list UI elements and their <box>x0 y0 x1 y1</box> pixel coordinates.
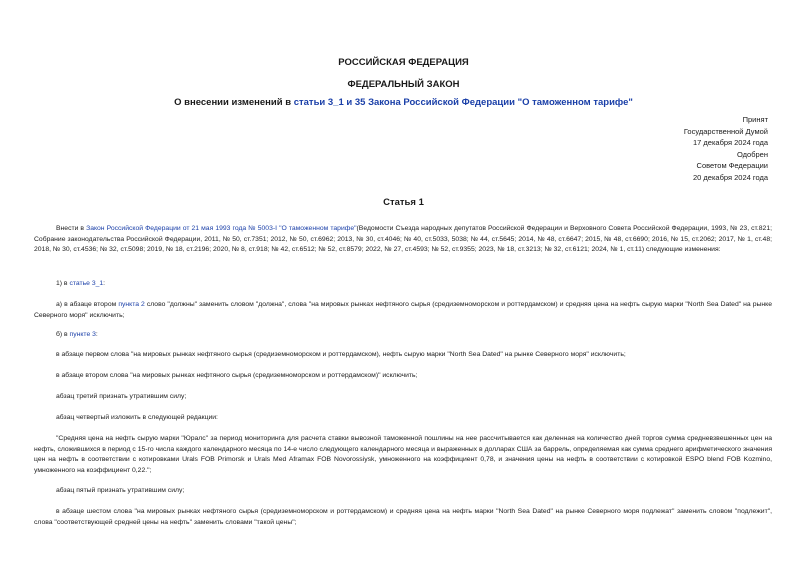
acceptance-line: Одобрен <box>737 149 768 159</box>
acceptance-line: Государственной Думой <box>683 126 768 136</box>
title-link[interactable]: статьи 3_1 и 35 Закона Российской Федерации "О таможенном тарифе" <box>293 97 633 108</box>
article-3-1-link[interactable]: статье 3_1 <box>69 280 104 287</box>
point-3-link[interactable]: пункте 3 <box>69 331 96 338</box>
intro-prefix: Внести в <box>56 225 87 232</box>
item-b-paragraph-3: абзац третий признать утратившим силу; <box>56 393 187 400</box>
law-link[interactable]: Закон Российской Федерации от 21 мая 1993 года № 5003-I "О таможенном тарифе" <box>86 225 357 232</box>
article-heading: Статья 1 <box>383 197 424 208</box>
item-1-suffix: : <box>103 280 106 287</box>
item-a <box>34 300 772 321</box>
item-b-paragraph-5: абзац пятый признать утратившим силу; <box>56 487 185 494</box>
intro-paragraph <box>34 224 772 256</box>
country-heading: РОССИЙСКАЯ ФЕДЕРАЦИЯ <box>338 57 469 68</box>
item-b-paragraph-6: в абзаце шестом слова "на мировых рынках нефтяного сырья (средиземноморском и роттердамском) и средняя цена на нефть марки "North Sea Dated" на рынке Северного моря подлежат" заменить словом "подлежит", слова "соответствующей средней цены на нефть" заменить словами "такой цены"; <box>34 508 772 526</box>
item-b-paragraph-1: в абзаце первом слова "на мировых рынках нефтяного сырья (средиземноморском и роттердамском), нефть сырую марки "North Sea Dated" на рынке Северного моря" исключить; <box>56 351 626 358</box>
item-1 <box>34 279 772 290</box>
acceptance-line: Советом Федерации <box>696 161 768 171</box>
law-title <box>0 97 807 108</box>
title-prefix: О внесении изменений в <box>174 97 294 108</box>
item-b-paragraph-2: в абзаце втором слова "на мировых рынках нефтяного сырья (средиземноморском и роттердамском)" исключить; <box>56 372 418 379</box>
item-1-prefix: 1) в <box>56 280 70 287</box>
item-a-prefix: а) в абзаце втором <box>56 301 119 308</box>
item-b <box>34 330 772 341</box>
point-2-link[interactable]: пункта 2 <box>118 301 145 308</box>
item-a-rest: слово "должны" заменить словом "должна", слова "на мировых рынках нефтяного сырья (средиземноморском и роттердамском) и средняя цена на нефть сырую марки "North Sea Dated" на рынке Северного моря" исключить; <box>34 301 772 319</box>
item-b-suffix: : <box>95 331 98 338</box>
intro-rest: (Ведомости Съезда народных депутатов Российской Федерации и Верховного Совета Российской Федерации, 1993, № 23, ст.821; Собрание законодательства Российской Федерации, 2011, № 50, ст.7351; 2012, № 50, ст.6962; 2013, № 30, ст.4046; № 40, ст.5033, 5038; № 44, ст.5645; 2014, № 48, ст.6647; 2015, № 48, ст.6690; 2016, № 15, ст.2062; 2017, № 1, ст.48; 2018, № 30, ст.4536; № 32, ст.5098; 2019, № 18, ст.2196; 2020, № 8, ст.918; № 42, ст.6512; № 52, ст.8579; 2022, № 27, ст.4593; № 52, ст.9355; 2023, № 18, ст.3213; № 32, ст.6121; 2024, № 1, ст.11) следующие изменения: <box>34 225 773 254</box>
acceptance-line: Принят <box>742 115 768 124</box>
item-b-prefix: б) в <box>56 331 70 338</box>
quoted-text: "Средняя цена на нефть сырую марки "Юралс" за период мониторинга для расчета ставки вывозной таможенной пошлины на нее рассчитывается как деленная на количество дней торгов сумма средневзвешенных цен на нефть, сложившихся в период с 15-го числа каждого календарного месяца по 14-е число следующего календарного месяца и выраженных в долларах США за баррель, определяемая как сумма среднего арифметического значения цен на нефть в соответствии с котировками Urals FOB Primorsk и Urals Med Aframax FOB Novorossiysk, умноженного на коэффициент 0,78, и значения цены на нефть в соответствии с котировкой ESPO blend FOB Kozmino, умноженного на коэффициент 0,22."; <box>34 435 772 474</box>
item-b-paragraph-4: абзац четвертый изложить в следующей редакции: <box>56 414 218 421</box>
acceptance-block <box>684 114 768 184</box>
acceptance-line: 17 декабря 2024 года <box>692 138 768 148</box>
law-type-heading: ФЕДЕРАЛЬНЫЙ ЗАКОН <box>347 79 460 90</box>
acceptance-line: 20 декабря 2024 года <box>692 172 768 182</box>
